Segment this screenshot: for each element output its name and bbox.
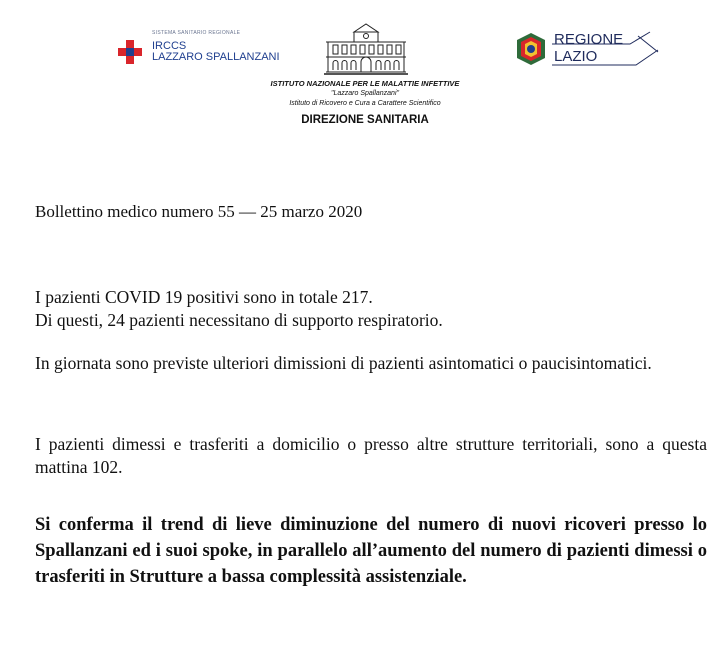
discharged-count: I pazienti dimessi e trasferiti a domicilio o presso altre strutture territoriali, sono a questa mattina 102. (35, 434, 707, 477)
regione-lazio-logo (514, 30, 659, 72)
red-cross-icon (118, 40, 142, 64)
trend-statement: Si conferma il trend di lieve diminuzione del numero di nuovi ricoveri presso lo Spallanzani ed i suoi spoke, in parallelo all’aumento del numero di pazienti dimessi o trasferiti in Strutture a bassa complessità assistenziale. (35, 515, 707, 587)
spallanzani-logo (118, 30, 288, 70)
institute-building-icon (324, 20, 408, 76)
letterhead (0, 0, 720, 140)
institute-description: Istituto di Ricovero e Cura a Carattere Scientifico (289, 100, 441, 107)
respiratory-support-line: Di questi, 24 pazienti necessitano di supporto respiratorio. (35, 310, 443, 330)
department-title: DIREZIONE SANITARIA (301, 114, 429, 126)
system-label: SISTEMA SANITARIO REGIONALE (152, 30, 241, 36)
regional-emblem-icon (514, 32, 548, 66)
institute-subname: "Lazzaro Spallanzani" (330, 90, 399, 97)
logo-irccs-text: IRCCS (152, 40, 187, 52)
discharges-forecast: In giornata sono previste ulteriori dimissioni di pazienti asintomatici o paucisintomatici. (35, 353, 652, 373)
bulletin-title: Bollettino medico numero 55 — 25 marzo 2020 (35, 202, 363, 221)
logo-regione-text: REGIONE (554, 31, 624, 48)
logo-lazio-text: LAZIO (554, 48, 598, 65)
total-positive-line: I pazienti COVID 19 positivi sono in totale 217. (35, 287, 373, 307)
logo-institute-text: LAZZARO SPALLANZANI (152, 51, 280, 63)
patients-summary (35, 286, 707, 332)
institute-name: ISTITUTO NAZIONALE PER LE MALATTIE INFETTIVE (270, 79, 460, 88)
